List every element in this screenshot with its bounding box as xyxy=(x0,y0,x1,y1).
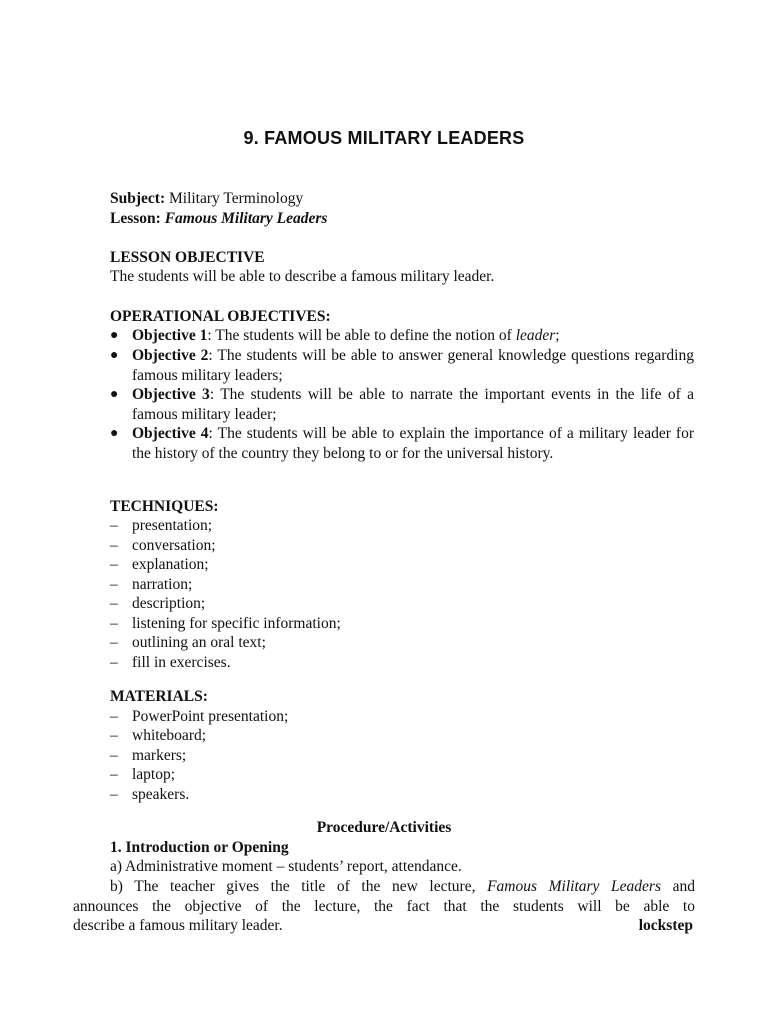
objective-1-italic: leader xyxy=(515,327,556,344)
objective-1-end: ; xyxy=(555,327,560,344)
bullet-icon: ● xyxy=(110,387,119,402)
materials-heading: MATERIALS: xyxy=(110,688,208,705)
objective-2 xyxy=(110,346,694,385)
lesson-objective-text: The students will be able to describe a famous military leader. xyxy=(110,268,495,285)
objective-3-label: Objective 3 xyxy=(132,386,210,403)
subject-line xyxy=(110,189,303,209)
objective-1-text: : The students will be able to define the notion of xyxy=(207,327,516,344)
bullet-icon: ● xyxy=(110,348,119,363)
materials-item: – PowerPoint presentation; xyxy=(110,708,289,725)
objective-4-text: : The students will be able to explain the importance of a military leader for the history of the country they belong to or for the universal history. xyxy=(132,425,694,462)
objective-4-label: Objective 4 xyxy=(132,425,209,442)
page-title: 9. FAMOUS MILITARY LEADERS xyxy=(243,128,525,148)
techniques-item: – explanation; xyxy=(110,556,209,573)
bullet-icon: ● xyxy=(110,426,119,441)
lesson-value: Famous Military Leaders xyxy=(164,210,328,227)
procedure-b-line-2: announces the objective of the lecture, the fact that the students will be able to xyxy=(73,897,695,915)
techniques-item: – fill in exercises. xyxy=(110,654,231,671)
objective-4 xyxy=(110,424,694,463)
techniques-item: – narration; xyxy=(110,576,193,593)
operational-objectives-heading: OPERATIONAL OBJECTIVES: xyxy=(110,308,331,325)
subject-value: Military Terminology xyxy=(168,190,304,207)
techniques-item: – listening for specific information; xyxy=(110,615,341,632)
section-1-heading: 1. Introduction or Opening xyxy=(110,839,289,856)
lesson-line xyxy=(110,209,327,229)
objective-1-label: Objective 1 xyxy=(132,327,208,344)
objective-2-label: Objective 2 xyxy=(132,347,209,364)
bullet-icon: ● xyxy=(110,328,119,343)
procedure-b-line-1: b) The teacher gives the title of the new lecture, Famous Military Leaders and xyxy=(110,878,695,895)
materials-item: – markers; xyxy=(110,747,187,764)
lesson-objective-heading: LESSON OBJECTIVE xyxy=(110,249,265,266)
objective-3-text: : The students will be able to narrate the important events in the life of a famous military leader; xyxy=(132,386,694,423)
procedure-b-line-3: describe a famous military leader. lockstep xyxy=(73,917,693,934)
lockstep-label: lockstep xyxy=(638,917,693,934)
lesson-label: Lesson: xyxy=(110,210,161,227)
materials-item: – whiteboard; xyxy=(110,727,207,744)
objective-2-text: : The students will be able to answer general knowledge questions regarding famous military leaders; xyxy=(132,347,694,384)
subject-label: Subject: xyxy=(110,190,166,207)
techniques-item: – presentation; xyxy=(110,517,213,534)
procedure-item-b xyxy=(73,877,695,936)
objective-1 xyxy=(110,326,694,346)
procedure-heading: Procedure/Activities xyxy=(316,819,452,836)
techniques-item: – outlining an oral text; xyxy=(110,634,266,651)
techniques-item: – conversation; xyxy=(110,537,216,554)
materials-item: – laptop; xyxy=(110,766,176,783)
techniques-heading: TECHNIQUES: xyxy=(110,498,219,515)
materials-item: – speakers. xyxy=(110,786,190,803)
objective-3 xyxy=(110,385,694,424)
procedure-item-a: a) Administrative moment – students’ report, attendance. xyxy=(110,858,462,875)
techniques-item: – description; xyxy=(110,595,206,612)
